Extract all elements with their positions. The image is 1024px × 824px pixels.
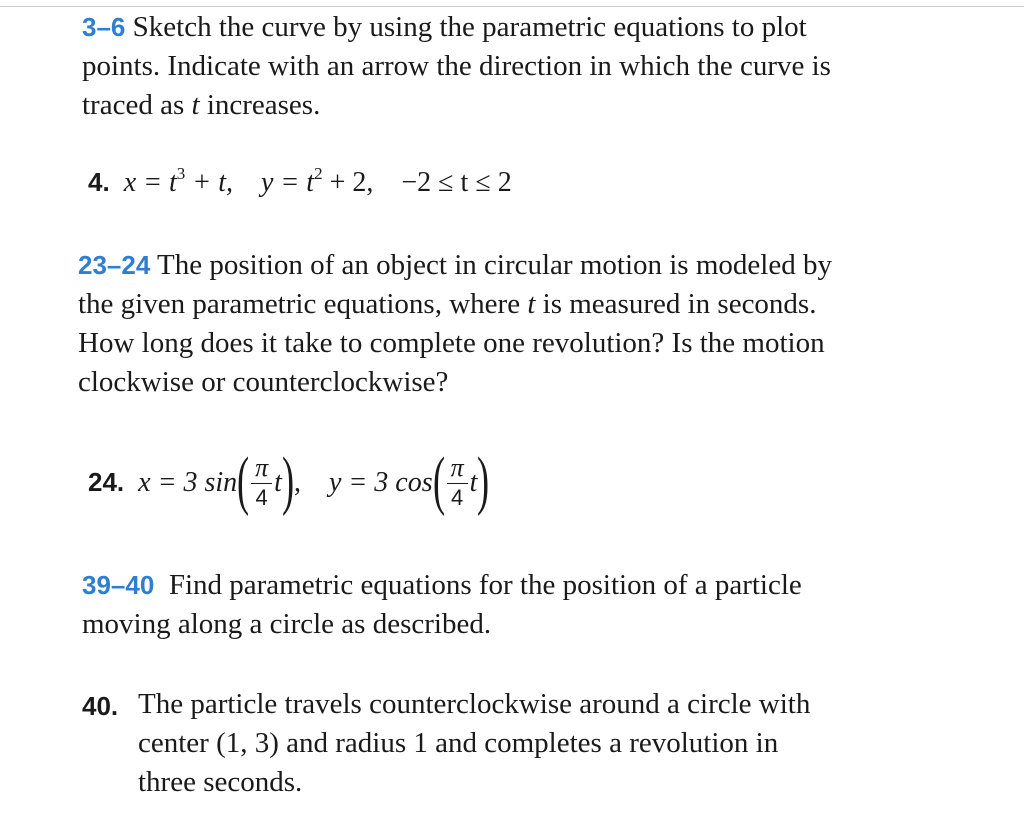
section-23-24-line-2: the given parametric equations, where t is measured in seconds. — [78, 288, 817, 320]
p4-range: −2 ≤ t ≤ 2 — [401, 167, 512, 198]
section-39-40-line-2: moving along a circle as described. — [82, 608, 492, 640]
problem-4: 4. $x = t^3 + t$, $y = t^2 + 2$, −2 ≤ t ≤ 2 — [88, 164, 512, 198]
section-3-6-line-3: traced as t increases. — [82, 89, 321, 121]
left-paren: ( — [237, 443, 250, 517]
top-divider — [0, 6, 1024, 7]
right-paren: ) — [477, 443, 490, 517]
section-39-40-line-1: 39–40 Find parametric equations for the position of a particle — [82, 569, 802, 601]
problem-number-24: 24. — [88, 467, 125, 497]
left-paren: ( — [432, 443, 445, 517]
section-3-6-line-1: 3–6 Sketch the curve by using the parametric equations to plot — [82, 11, 807, 43]
problem-number-40: 40. — [82, 691, 119, 721]
problem-40-line-3: three seconds. — [138, 766, 303, 798]
section-39-40 — [82, 566, 802, 644]
problem-40-line-1: The particle travels counterclockwise around a circle with — [138, 688, 811, 720]
section-range-39-40: 39–40 — [82, 570, 155, 600]
problem-40-line-2: center (1, 3) and radius 1 and completes a revolution in — [138, 727, 779, 759]
p4-y-lhs: y = t — [260, 167, 315, 198]
p24-y-lhs: y = 3 cos — [328, 467, 433, 498]
section-23-24-line-4: clockwise or counterclockwise? — [78, 366, 449, 398]
problem-number-4: 4. — [88, 167, 110, 197]
section-23-24-line-1: 23–24 The position of an object in circular motion is modeled by — [78, 249, 832, 281]
section-3-6 — [82, 8, 831, 125]
section-23-24 — [78, 246, 832, 402]
right-paren: ) — [281, 443, 294, 517]
p24-x-lhs: x = 3 sin — [138, 467, 238, 498]
p4-x-lhs: x = t — [123, 167, 177, 198]
pi-over-4-fraction: $\frac{\pi}{4}$ — [447, 453, 468, 512]
pi-over-4-fraction: $\frac{\pi}{4}$ — [251, 453, 272, 512]
section-range-23-24: 23–24 — [78, 250, 151, 280]
section-3-6-line-2: points. Indicate with an arrow the direction in which the curve is — [82, 50, 831, 82]
section-range-3-6: 3–6 — [82, 12, 126, 42]
section-23-24-line-3: How long does it take to complete one revolution? Is the motion — [78, 327, 825, 359]
problem-24: 24. x = 3 sin( $\frac{\pi}{4}$ t), y = 3 cos( $\frac{\pi}{4}$ t) — [88, 443, 490, 517]
